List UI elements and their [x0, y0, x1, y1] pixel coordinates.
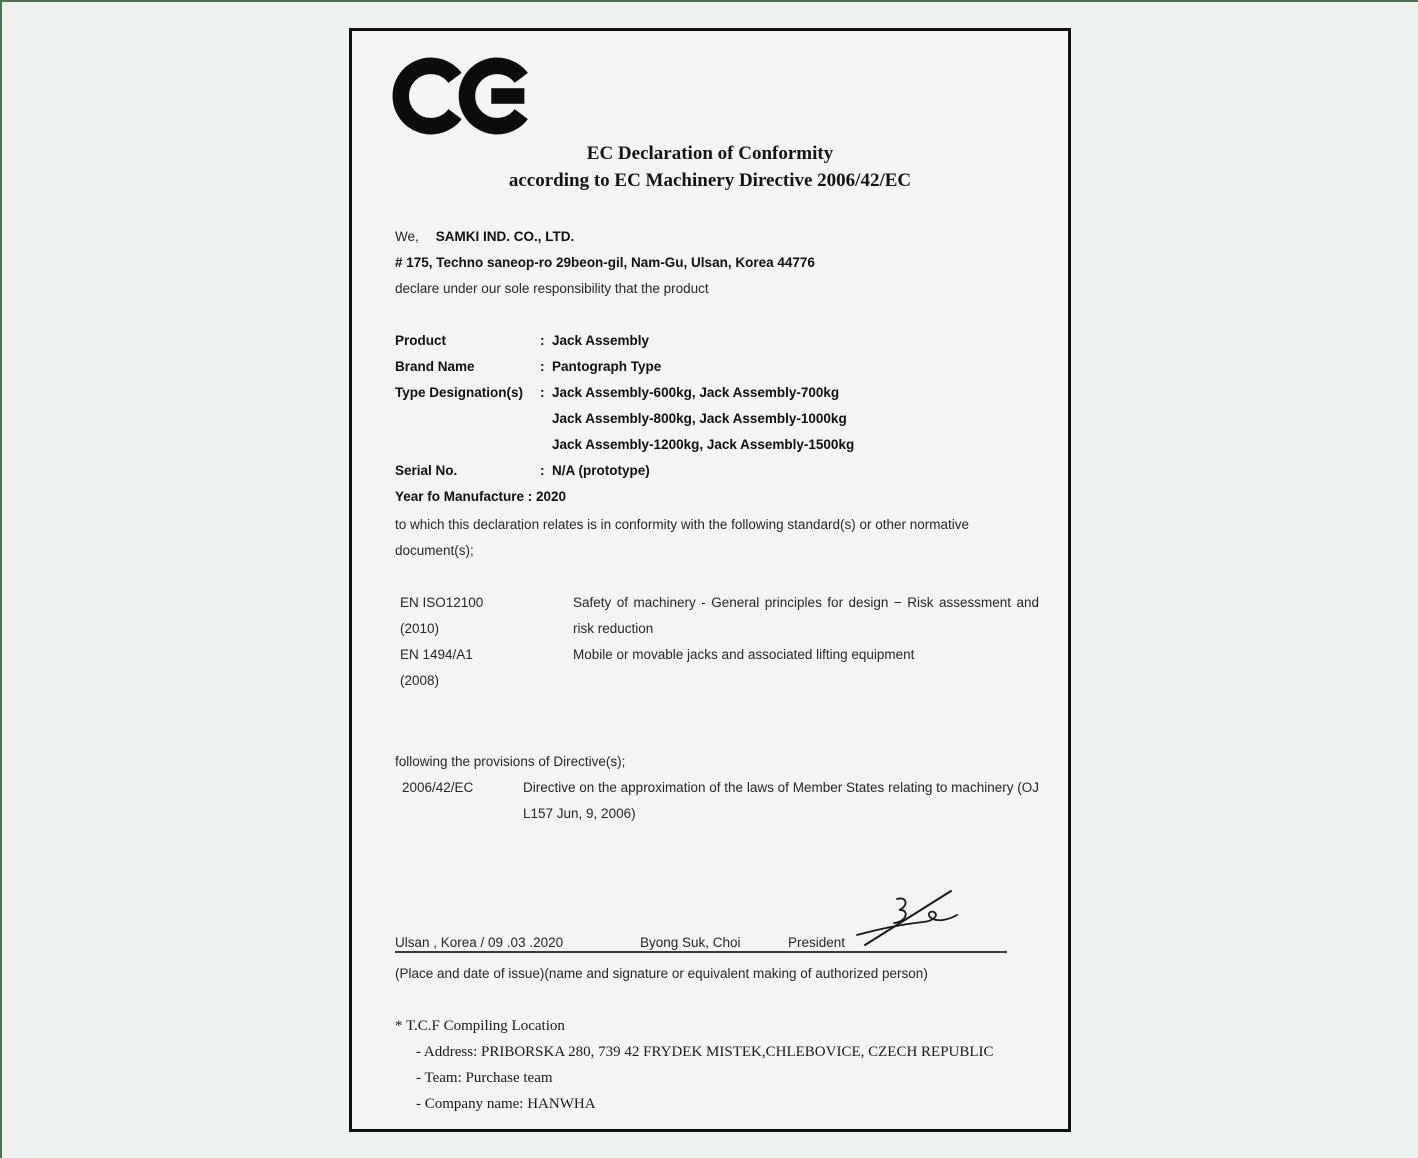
we-label: We, [395, 229, 419, 244]
standard-row [400, 642, 1039, 694]
tcf-team: - Team: Purchase team [416, 1070, 553, 1086]
directive-row [402, 775, 1039, 827]
we-line [395, 224, 815, 250]
signature-caption: (Place and date of issue)(name and signature or equivalent making of authorized person) [395, 966, 928, 981]
field-value: N/A (prototype) [552, 463, 650, 478]
tcf-block [395, 1013, 1035, 1117]
tcf-address: - Address: PRIBORSKA 280, 739 42 FRYDEK MISTEK,CHLEBOVICE, CZECH REPUBLIC [416, 1044, 994, 1060]
provisions-intro: following the provisions of Directive(s); [395, 754, 626, 769]
declarant-block [395, 224, 815, 302]
title-line-1: EC Declaration of Conformity [586, 143, 834, 164]
tcf-company: - Company name: HANWHA [416, 1096, 596, 1112]
field-label [395, 432, 540, 458]
field-label: Serial No. [395, 463, 458, 478]
declaration-statement: declare under our sole responsibility that the product [395, 281, 709, 296]
place-and-date: Ulsan , Korea / 09 .03 .2020 [395, 935, 564, 950]
field-colon [540, 406, 552, 432]
handwritten-signature [847, 885, 969, 951]
standard-code-col [400, 642, 573, 694]
standard-description: Safety of machinery - General principles for design − Risk assessment and risk reduction [573, 595, 1039, 636]
field-label: Type Designation(s) [395, 385, 524, 400]
field-label [395, 406, 540, 432]
field-label: Brand Name [395, 359, 475, 374]
year-of-manufacture: Year fo Manufacture : 2020 [395, 489, 567, 504]
standard-row [400, 590, 1039, 642]
company-address: # 175, Techno saneop-ro 29beon-gil, Nam-Gu, Ulsan, Korea 44776 [395, 255, 815, 270]
field-value: Jack Assembly-1200kg, Jack Assembly-1500kg [552, 437, 855, 452]
field-colon: : [540, 333, 545, 348]
frame-top-edge [0, 0, 1418, 2]
standard-year: (2008) [400, 673, 440, 688]
field-colon [540, 432, 552, 458]
standard-code-col [400, 590, 573, 642]
standard-description: Mobile or movable jacks and associated lifting equipment [573, 647, 915, 662]
standard-year: (2010) [400, 621, 440, 636]
signer-name: Byong Suk, Choi [640, 935, 741, 950]
product-fields [395, 328, 1035, 484]
document-title [352, 140, 1068, 194]
tcf-header: * T.C.F Compiling Location [395, 1018, 565, 1034]
field-label: Product [395, 333, 447, 348]
standard-code: EN ISO12100 [400, 595, 484, 610]
ce-mark-icon [392, 55, 538, 137]
field-value: Jack Assembly-800kg, Jack Assembly-1000kg [552, 411, 847, 426]
signer-title: President [788, 935, 846, 950]
directive-code: 2006/42/EC [402, 780, 474, 795]
field-colon: : [540, 385, 545, 400]
standard-code: EN 1494/A1 [400, 647, 473, 662]
field-value: Jack Assembly-600kg, Jack Assembly-700kg [552, 385, 840, 400]
standards-list [400, 590, 1039, 694]
field-value: Pantograph Type [552, 359, 662, 374]
field-colon: : [540, 463, 545, 478]
frame-left-edge [0, 0, 2, 1158]
directive-description: Directive on the approximation of the laws of Member States relating to machinery (OJ L157 Jun, 9, 2006) [523, 780, 1039, 821]
signature-line [395, 931, 1007, 953]
company-name: SAMKI IND. CO., LTD. [435, 229, 575, 244]
tcf-items [416, 1039, 1035, 1117]
conformity-statement: to which this declaration relates is in conformity with the following standard(s) or other normative document(s); [395, 517, 970, 558]
title-line-2: according to EC Machinery Directive 2006/42/EC [508, 170, 912, 191]
field-value: Jack Assembly [552, 333, 650, 348]
document-page [349, 28, 1071, 1132]
field-colon: : [540, 359, 545, 374]
